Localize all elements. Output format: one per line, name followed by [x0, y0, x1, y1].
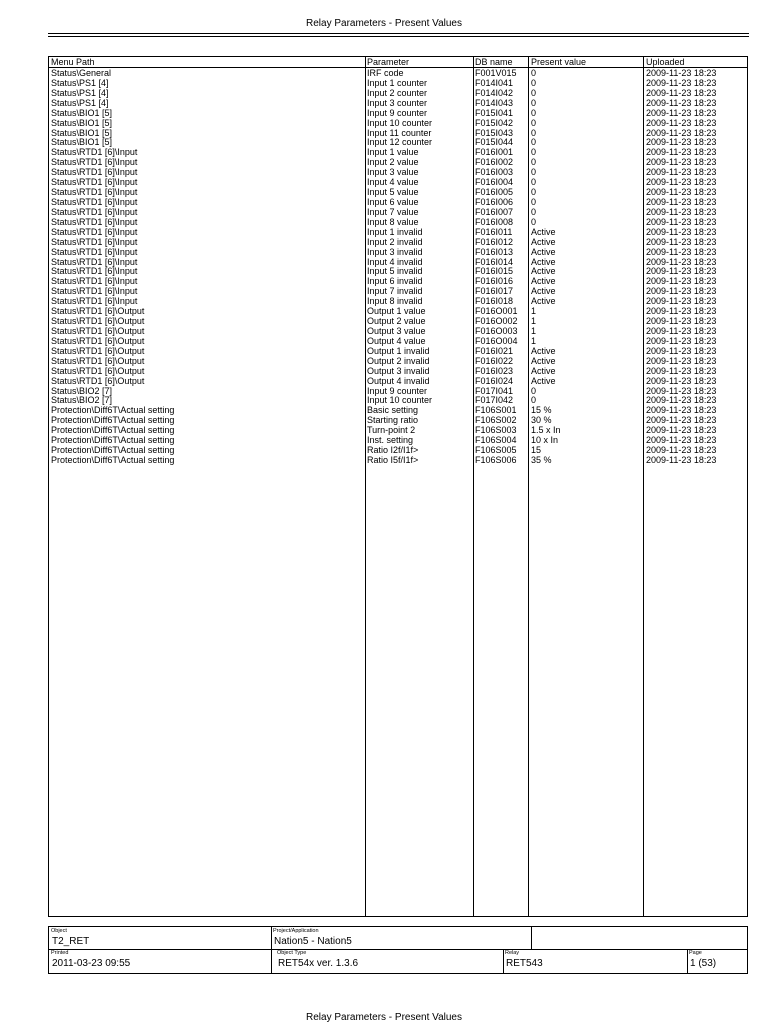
cell-uploaded: 2009-11-23 18:23: [646, 118, 717, 128]
cell-db-name: F016I002: [475, 158, 514, 168]
cell-menu-path: Protection\Diff6T\Actual setting: [51, 406, 175, 416]
cell-menu-path: Status\RTD1 [6]\Input: [51, 237, 138, 247]
table-row: [49, 89, 747, 99]
column-header-uploaded: Uploaded: [646, 57, 685, 67]
table-row: [49, 277, 747, 287]
cell-db-name: F106S005: [475, 446, 517, 456]
cell-menu-path: Status\RTD1 [6]\Input: [51, 168, 138, 178]
cell-present-value: 1: [531, 317, 537, 327]
cell-uploaded: 2009-11-23 18:23: [646, 356, 717, 366]
cell-uploaded: 2009-11-23 18:23: [646, 396, 717, 406]
cell-uploaded: 2009-11-23 18:23: [646, 307, 717, 317]
cell-parameter: Input 6 invalid: [367, 277, 423, 287]
cell-uploaded: 2009-11-23 18:23: [646, 128, 717, 138]
cell-menu-path: Status\BIO1 [5]: [51, 108, 113, 118]
cell-parameter: Input 1 invalid: [367, 227, 423, 237]
cell-db-name: F106S006: [475, 455, 517, 465]
cell-db-name: F016I006: [475, 197, 514, 207]
cell-parameter: Input 1 counter: [367, 78, 428, 88]
cell-menu-path: Protection\Diff6T\Actual setting: [51, 416, 175, 426]
cell-menu-path: Status\BIO2 [7]: [51, 386, 113, 396]
cell-parameter: Output 1 value: [367, 307, 426, 317]
cell-uploaded: 2009-11-23 18:23: [646, 297, 717, 307]
cell-uploaded: 2009-11-23 18:23: [646, 217, 717, 227]
cell-db-name: F016I004: [475, 178, 514, 188]
cell-parameter: Input 11 counter: [367, 128, 432, 138]
cell-menu-path: Status\RTD1 [6]\Output: [51, 356, 145, 366]
cell-parameter: Input 2 value: [367, 158, 419, 168]
cell-present-value: Active: [531, 247, 556, 257]
cell-present-value: 0: [531, 108, 537, 118]
cell-menu-path: Protection\Diff6T\Actual setting: [51, 436, 175, 446]
cell-present-value: Active: [531, 376, 556, 386]
table-row: [49, 317, 747, 327]
cell-uploaded: 2009-11-23 18:23: [646, 257, 717, 267]
cell-parameter: Output 3 value: [367, 326, 426, 336]
cell-db-name: F017I041: [475, 386, 514, 396]
cell-uploaded: 2009-11-23 18:23: [646, 98, 717, 108]
cell-parameter: Input 10 counter: [367, 118, 433, 128]
footer-object-type-value: RET54x ver. 1.3.6: [278, 958, 359, 969]
cell-uploaded: 2009-11-23 18:23: [646, 267, 717, 277]
table-body: [49, 69, 747, 466]
cell-uploaded: 2009-11-23 18:23: [646, 346, 717, 356]
cell-uploaded: 2009-11-23 18:23: [646, 366, 717, 376]
cell-present-value: Active: [531, 346, 556, 356]
cell-db-name: F016I018: [475, 297, 514, 307]
cell-menu-path: Status\RTD1 [6]\Output: [51, 336, 145, 346]
cell-parameter: Output 4 value: [367, 336, 426, 346]
cell-db-name: F106S004: [475, 436, 517, 446]
table-row: [49, 377, 747, 387]
table-row: [49, 436, 747, 446]
footer-object-label: Object: [51, 928, 67, 934]
cell-uploaded: 2009-11-23 18:23: [646, 237, 717, 247]
table-row: [49, 79, 747, 89]
cell-menu-path: Status\RTD1 [6]\Output: [51, 326, 145, 336]
page-title: Relay Parameters - Present Values: [306, 18, 462, 29]
cell-uploaded: 2009-11-23 18:23: [646, 207, 717, 217]
cell-uploaded: 2009-11-23 18:23: [646, 88, 717, 98]
cell-parameter: Input 3 invalid: [367, 247, 423, 257]
cell-present-value: 0: [531, 138, 537, 148]
footer-printed-value: 2011-03-23 09:55: [52, 958, 131, 969]
cell-parameter: Input 12 counter: [367, 138, 433, 148]
column-header-menu-path: Menu Path: [51, 57, 95, 67]
cell-menu-path: Status\RTD1 [6]\Input: [51, 227, 138, 237]
cell-parameter: Input 3 value: [367, 168, 419, 178]
cell-db-name: F015I044: [475, 138, 514, 148]
cell-present-value: 0: [531, 168, 537, 178]
table-row: [49, 178, 747, 188]
cell-menu-path: Status\PS1 [4]: [51, 88, 109, 98]
table-row: [49, 446, 747, 456]
cell-menu-path: Status\BIO1 [5]: [51, 138, 113, 148]
cell-db-name: F016I007: [475, 207, 514, 217]
cell-parameter: Input 9 counter: [367, 108, 428, 118]
cell-db-name: F016I022: [475, 356, 514, 366]
cell-parameter: Ratio I2f/I1f>: [367, 446, 419, 456]
cell-parameter: Input 5 value: [367, 188, 419, 198]
cell-parameter: IRF code: [367, 69, 404, 78]
cell-db-name: F016I024: [475, 376, 514, 386]
cell-menu-path: Protection\Diff6T\Actual setting: [51, 426, 175, 436]
cell-parameter: Turn-point 2: [367, 426, 416, 436]
cell-present-value: 10 x In: [531, 436, 559, 446]
table-row: [49, 287, 747, 297]
table-row: [49, 396, 747, 406]
table-row: [49, 248, 747, 258]
cell-present-value: 15 %: [531, 406, 552, 416]
cell-present-value: 0: [531, 207, 537, 217]
table-row: [49, 347, 747, 357]
cell-db-name: F016I017: [475, 287, 514, 297]
cell-db-name: F016O003: [475, 326, 518, 336]
table-row: [49, 198, 747, 208]
table-row: [49, 456, 747, 466]
cell-menu-path: Status\RTD1 [6]\Input: [51, 257, 138, 267]
cell-present-value: 1.5 x In: [531, 426, 561, 436]
cell-present-value: 0: [531, 158, 537, 168]
cell-present-value: Active: [531, 297, 556, 307]
cell-db-name: F016O001: [475, 307, 518, 317]
cell-db-name: F016I013: [475, 247, 514, 257]
cell-uploaded: 2009-11-23 18:23: [646, 148, 717, 158]
cell-uploaded: 2009-11-23 18:23: [646, 406, 717, 416]
cell-present-value: Active: [531, 237, 556, 247]
table-row: [49, 69, 747, 79]
cell-present-value: 0: [531, 98, 537, 108]
cell-parameter: Input 4 value: [367, 178, 419, 188]
table-row: [49, 208, 747, 218]
footer-relay-label: Relay: [505, 950, 520, 956]
footer-object-type-label: Object Type: [277, 950, 307, 956]
table-row: [49, 416, 747, 426]
document-footer: [48, 926, 748, 974]
cell-present-value: 0: [531, 88, 537, 98]
cell-db-name: F016I011: [475, 227, 513, 237]
cell-parameter: Output 1 invalid: [367, 346, 430, 356]
cell-menu-path: Status\RTD1 [6]\Input: [51, 188, 138, 198]
cell-menu-path: Status\PS1 [4]: [51, 98, 109, 108]
cell-present-value: 0: [531, 386, 537, 396]
cell-uploaded: 2009-11-23 18:23: [646, 168, 717, 178]
cell-menu-path: Status\RTD1 [6]\Output: [51, 376, 145, 386]
table-row: [49, 188, 747, 198]
cell-uploaded: 2009-11-23 18:23: [646, 426, 717, 436]
cell-menu-path: Status\RTD1 [6]\Input: [51, 197, 138, 207]
cell-uploaded: 2009-11-23 18:23: [646, 317, 717, 327]
column-header-present-value: Present value: [531, 57, 587, 67]
cell-present-value: 35 %: [531, 455, 552, 465]
cell-present-value: 1: [531, 307, 537, 317]
cell-menu-path: Status\RTD1 [6]\Input: [51, 277, 138, 287]
table-row: [49, 138, 747, 148]
table-row: [49, 258, 747, 268]
cell-present-value: 0: [531, 118, 537, 128]
cell-uploaded: 2009-11-23 18:23: [646, 188, 717, 198]
cell-menu-path: Status\General: [51, 69, 112, 78]
cell-db-name: F016I021: [475, 346, 514, 356]
footer-printed-label: Printed: [51, 950, 69, 956]
cell-present-value: 0: [531, 188, 537, 198]
cell-present-value: Active: [531, 277, 556, 287]
cell-menu-path: Status\RTD1 [6]\Output: [51, 307, 145, 317]
cell-parameter: Ratio I5f/I1f>: [367, 455, 419, 465]
cell-uploaded: 2009-11-23 18:23: [646, 227, 717, 237]
footer-object-type-cell: [275, 949, 503, 973]
cell-uploaded: 2009-11-23 18:23: [646, 436, 717, 446]
table-row: [49, 119, 747, 129]
column-header-db-name: DB name: [475, 57, 513, 67]
cell-parameter: Output 4 invalid: [367, 376, 430, 386]
cell-present-value: 0: [531, 178, 537, 188]
cell-present-value: Active: [531, 227, 556, 237]
table-row: [49, 357, 747, 367]
cell-present-value: Active: [531, 267, 556, 277]
footer-object-value: T2_RET: [52, 936, 90, 947]
cell-menu-path: Status\RTD1 [6]\Output: [51, 366, 145, 376]
cell-uploaded: 2009-11-23 18:23: [646, 138, 717, 148]
cell-db-name: F016I012: [475, 237, 514, 247]
cell-db-name: F014I043: [475, 98, 514, 108]
table-row: [49, 327, 747, 337]
footer-project-label: Project/Application: [273, 928, 319, 934]
cell-present-value: 0: [531, 69, 537, 78]
footer-project-value: Nation5 - Nation5: [274, 936, 352, 947]
footer-divider: [531, 927, 532, 949]
cell-parameter: Output 2 value: [367, 317, 426, 327]
cell-uploaded: 2009-11-23 18:23: [646, 158, 717, 168]
cell-parameter: Input 5 invalid: [367, 267, 423, 277]
cell-menu-path: Status\RTD1 [6]\Input: [51, 217, 138, 227]
cell-db-name: F016I023: [475, 366, 514, 376]
cell-present-value: Active: [531, 366, 556, 376]
cell-uploaded: 2009-11-23 18:23: [646, 416, 717, 426]
next-page-title: Relay Parameters - Present Values: [306, 1012, 462, 1023]
cell-menu-path: Status\RTD1 [6]\Input: [51, 158, 138, 168]
table-row: [49, 218, 747, 228]
cell-present-value: 0: [531, 78, 537, 88]
cell-parameter: Input 3 counter: [367, 98, 428, 108]
cell-db-name: F016O002: [475, 317, 518, 327]
cell-parameter: Input 2 counter: [367, 88, 428, 98]
cell-parameter: Input 4 invalid: [367, 257, 423, 267]
cell-present-value: 30 %: [531, 416, 552, 426]
cell-uploaded: 2009-11-23 18:23: [646, 247, 717, 257]
cell-db-name: F106S001: [475, 406, 517, 416]
table-row: [49, 337, 747, 347]
cell-present-value: 0: [531, 396, 537, 406]
cell-parameter: Basic setting: [367, 406, 419, 416]
cell-menu-path: Status\RTD1 [6]\Output: [51, 346, 145, 356]
cell-menu-path: Status\BIO1 [5]: [51, 118, 113, 128]
table-row: [49, 168, 747, 178]
cell-uploaded: 2009-11-23 18:23: [646, 376, 717, 386]
cell-db-name: F016I001: [475, 148, 514, 158]
cell-present-value: 0: [531, 148, 537, 158]
cell-present-value: 1: [531, 336, 537, 346]
cell-uploaded: 2009-11-23 18:23: [646, 178, 717, 188]
header-divider: [49, 67, 747, 68]
cell-parameter: Input 10 counter: [367, 396, 433, 406]
cell-parameter: Inst. setting: [367, 436, 414, 446]
cell-parameter: Starting ratio: [367, 416, 419, 426]
cell-uploaded: 2009-11-23 18:23: [646, 455, 717, 465]
cell-menu-path: Protection\Diff6T\Actual setting: [51, 446, 175, 456]
cell-menu-path: Status\BIO2 [7]: [51, 396, 113, 406]
table-row: [49, 158, 747, 168]
cell-uploaded: 2009-11-23 18:23: [646, 197, 717, 207]
cell-parameter: Input 7 invalid: [367, 287, 423, 297]
cell-db-name: F016I008: [475, 217, 514, 227]
cell-menu-path: Status\RTD1 [6]\Input: [51, 148, 138, 158]
cell-db-name: F015I042: [475, 118, 514, 128]
cell-parameter: Input 6 value: [367, 197, 419, 207]
cell-uploaded: 2009-11-23 18:23: [646, 446, 717, 456]
cell-db-name: F017I042: [475, 396, 514, 406]
table-row: [49, 297, 747, 307]
column-header-parameter: Parameter: [367, 57, 410, 67]
cell-present-value: Active: [531, 257, 556, 267]
cell-parameter: Input 8 invalid: [367, 297, 423, 307]
cell-parameter: Output 3 invalid: [367, 366, 430, 376]
cell-menu-path: Protection\Diff6T\Actual setting: [51, 455, 175, 465]
cell-db-name: F001V015: [475, 69, 517, 78]
footer-project-cell: [271, 927, 531, 949]
table-row: [49, 129, 747, 139]
cell-db-name: F014I041: [475, 78, 514, 88]
cell-db-name: F016I015: [475, 267, 514, 277]
cell-menu-path: Status\RTD1 [6]\Input: [51, 247, 138, 257]
cell-menu-path: Status\BIO1 [5]: [51, 128, 113, 138]
cell-parameter: Output 2 invalid: [367, 356, 430, 366]
table-row: [49, 228, 747, 238]
footer-page-cell: [687, 949, 747, 973]
title-rule: [48, 36, 749, 37]
cell-uploaded: 2009-11-23 18:23: [646, 69, 717, 78]
cell-menu-path: Status\RTD1 [6]\Output: [51, 317, 145, 327]
table-row: [49, 387, 747, 397]
cell-db-name: F016I016: [475, 277, 514, 287]
footer-page-value: 1 (53): [690, 958, 717, 969]
cell-db-name: F016O004: [475, 336, 518, 346]
table-row: [49, 406, 747, 416]
table-row: [49, 109, 747, 119]
cell-present-value: 15: [531, 446, 542, 456]
footer-page-label: Page: [689, 950, 702, 956]
cell-uploaded: 2009-11-23 18:23: [646, 277, 717, 287]
cell-db-name: F014I042: [475, 88, 514, 98]
cell-menu-path: Status\RTD1 [6]\Input: [51, 287, 138, 297]
cell-present-value: 0: [531, 217, 537, 227]
cell-parameter: Input 9 counter: [367, 386, 428, 396]
cell-uploaded: 2009-11-23 18:23: [646, 108, 717, 118]
cell-uploaded: 2009-11-23 18:23: [646, 78, 717, 88]
cell-uploaded: 2009-11-23 18:23: [646, 386, 717, 396]
cell-uploaded: 2009-11-23 18:23: [646, 287, 717, 297]
cell-db-name: F016I005: [475, 188, 514, 198]
table-row: [49, 148, 747, 158]
cell-parameter: Input 7 value: [367, 207, 419, 217]
cell-menu-path: Status\RTD1 [6]\Input: [51, 207, 138, 217]
cell-parameter: Input 8 value: [367, 217, 419, 227]
cell-db-name: F015I043: [475, 128, 514, 138]
table-row: [49, 367, 747, 377]
cell-db-name: F106S003: [475, 426, 517, 436]
table-row: [49, 267, 747, 277]
cell-present-value: 1: [531, 326, 537, 336]
cell-db-name: F016I003: [475, 168, 514, 178]
cell-db-name: F106S002: [475, 416, 517, 426]
cell-menu-path: Status\RTD1 [6]\Input: [51, 267, 138, 277]
cell-menu-path: Status\RTD1 [6]\Input: [51, 297, 138, 307]
cell-uploaded: 2009-11-23 18:23: [646, 336, 717, 346]
parameters-table: [48, 56, 748, 917]
title-rule: [48, 33, 749, 34]
cell-parameter: Input 1 value: [367, 148, 419, 158]
cell-menu-path: Status\RTD1 [6]\Input: [51, 178, 138, 188]
cell-present-value: Active: [531, 356, 556, 366]
table-row: [49, 99, 747, 109]
cell-present-value: Active: [531, 287, 556, 297]
cell-present-value: 0: [531, 128, 537, 138]
footer-relay-value: RET543: [506, 958, 543, 969]
footer-object-cell: [49, 927, 271, 949]
cell-db-name: F015I041: [475, 108, 514, 118]
table-row: [49, 426, 747, 436]
footer-printed-cell: [49, 949, 271, 973]
footer-relay-cell: [503, 949, 687, 973]
cell-uploaded: 2009-11-23 18:23: [646, 326, 717, 336]
cell-menu-path: Status\PS1 [4]: [51, 78, 109, 88]
cell-parameter: Input 2 invalid: [367, 237, 423, 247]
cell-present-value: 0: [531, 197, 537, 207]
cell-db-name: F016I014: [475, 257, 514, 267]
table-row: [49, 238, 747, 248]
table-row: [49, 307, 747, 317]
